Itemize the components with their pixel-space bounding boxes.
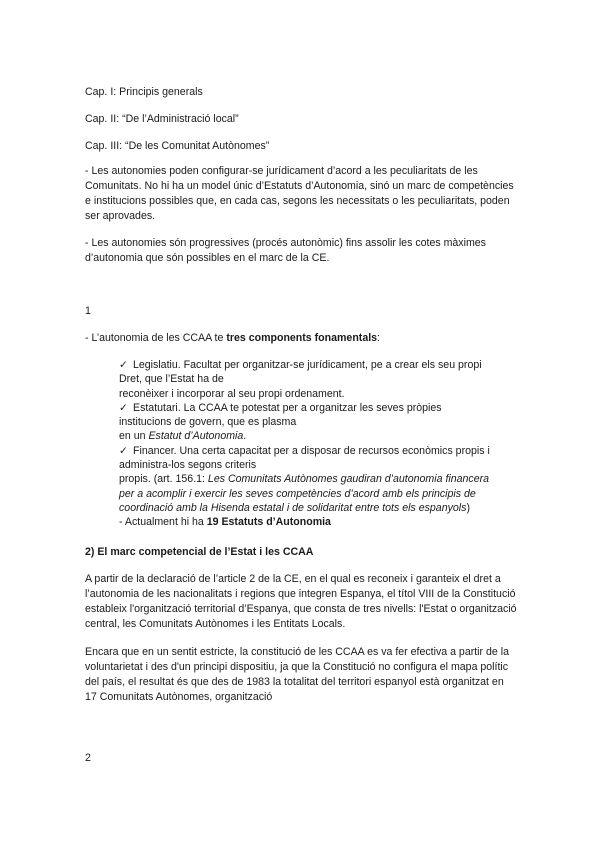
components-lead-text: - L’autonomia de les CCAA te bbox=[85, 332, 227, 344]
components-lead-end: : bbox=[377, 332, 380, 344]
financial-line-4 bbox=[119, 487, 519, 501]
statutory-line-1 bbox=[119, 401, 519, 415]
statutory-line-3 bbox=[119, 429, 519, 443]
financial-line-3 bbox=[119, 472, 519, 486]
checkmark-icon: ✓ bbox=[119, 359, 128, 371]
paragraph-territorial-organization: A partir de la declaració de l’article 2 de la CE, en el qual es reconeix i garanteix el dret a l’autonomia de les nacionalitats i regions que integren Espanya, el títol VIII de la Constitució estableix l'organització territorial d’Espanya, que consta de tres nivells: l'Estat o organització central, les Comunitats Autònomes i les Entitats Locals. bbox=[85, 573, 517, 630]
paragraph-peculiarities: - Les autonomies poden configurar-se jurídicament d’acord a les peculiaritats de les Comunitats. No hi ha un model únic d’Estatuts d’Autonomia, sinó un marc de competències e institucions possibles que, en cada cas, segons les necessitats o les peculiaritats, poden ser aprovades. bbox=[85, 165, 514, 222]
paragraph-ccaa-constitution: Encara que en un sentit estricte, la constitució de les CCAA es va fer efectiva a partir de la voluntarietat i des d'un principi dispositiu, ja que la Constitució no configura el mapa polític del país, el resultat és que des de 1983 la totalitat del territori espanyol està organitzat en 17 Comunitats Autònomes, organització bbox=[85, 646, 509, 703]
chapter-1: Cap. I: Principis generals bbox=[85, 86, 203, 98]
statutes-count-text: - Actualment hi ha bbox=[119, 516, 207, 529]
financial-text-1: Financer. Una certa capacitat per a disposar de recursos econòmics propis i bbox=[133, 444, 490, 457]
financial-line-5 bbox=[119, 501, 519, 515]
checkmark-icon: ✓ bbox=[119, 444, 128, 457]
financial-text-5end: ) bbox=[466, 501, 470, 514]
financial-text-3a: propis. (art. 156.1: bbox=[119, 473, 208, 486]
chapter-2: Cap. II: “De l’Administració local” bbox=[85, 113, 239, 125]
statutes-count-bold: 19 Estatuts d’Autonomia bbox=[206, 516, 331, 529]
financial-line-2: administra-los segons criteris bbox=[119, 459, 257, 472]
components-lead-bold: tres components fonamentals bbox=[226, 332, 378, 344]
components-list bbox=[119, 358, 519, 530]
paragraph-progressive: - Les autonomies són progressives (procés autonòmic) fins assolir les cotes màximes d’autonomia que són possibles en el marc de la CE. bbox=[85, 237, 486, 264]
financial-italic-5: coordinació amb la Hisenda estatal i de solidaritat entre tots els espanyols bbox=[119, 501, 467, 514]
legislative-line-1 bbox=[119, 358, 519, 372]
statutory-text-3a: en un bbox=[119, 430, 149, 443]
section-heading-2: 2) El marc competencial de l’Estat i les CCAA bbox=[85, 546, 314, 558]
legislative-text-1: Legislatiu. Facultat per organitzar-se jurídicament, pe a crear els seu propi bbox=[133, 359, 482, 371]
statutes-count-line bbox=[119, 515, 519, 529]
page-number: 1 bbox=[85, 305, 91, 317]
checkmark-icon: ✓ bbox=[119, 401, 128, 414]
financial-line-1 bbox=[119, 444, 519, 458]
components-lead bbox=[85, 331, 380, 345]
statute-italic: Estatut d’Autonomia bbox=[148, 430, 244, 443]
chapter-3: Cap. III: “De les Comunitat Autònomes” bbox=[85, 140, 270, 152]
statutory-text-1: Estatutari. La CCAA te potestat per a organitzar les seves pròpies bbox=[133, 401, 442, 414]
legislative-line-3: reconèixer i incorporar al seu propi ordenament. bbox=[119, 387, 345, 400]
financial-italic-4: per a acomplir i exercir les seves competències d’acord amb els principis de bbox=[119, 487, 476, 500]
page-number: 2 bbox=[85, 752, 91, 764]
statutory-text-3c: . bbox=[243, 430, 247, 443]
legislative-line-2: Dret, que l’Estat ha de bbox=[119, 373, 224, 386]
financial-italic-3: Les Comunitats Autònomes gaudiran d’autonomia financera bbox=[207, 473, 490, 486]
statutory-line-2: institucions de govern, que es plasma bbox=[119, 416, 297, 429]
